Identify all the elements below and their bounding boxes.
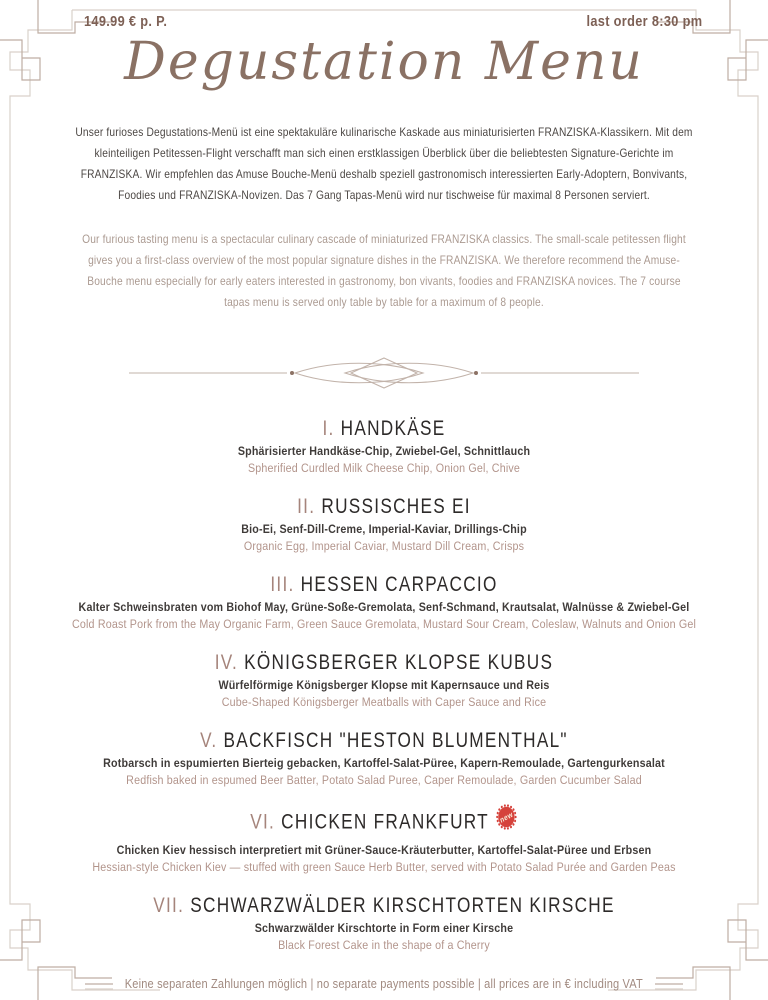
new-badge-label: new (499, 810, 515, 825)
course-title (77, 893, 691, 918)
course-description-german: Bio-Ei, Senf-Dill-Creme, Imperial-Kaviar, Drillings-Chip (241, 522, 527, 536)
course-name: HANDKÄSE (340, 416, 446, 440)
course-numeral: V. (200, 728, 218, 752)
course-item-4 (0, 650, 768, 710)
course-description-english: Organic Egg, Imperial Caviar, Mustard Dill Cream, Crisps (243, 538, 525, 553)
course-name: KÖNIGSBERGER KLOPSE KUBUS (244, 650, 554, 674)
course-numeral: VI. (250, 809, 276, 834)
course-description-german: Schwarzwälder Kirschtorte in Form einer Kirsche (254, 921, 514, 935)
course-description-english: Black Forest Cake in the shape of a Cherry (278, 937, 490, 952)
payment-notice-text: Keine separaten Zahlungen möglich | no separate payments possible | all prices are in € including VAT (124, 976, 644, 991)
course-description-german: Rotbarsch in espumierten Bierteig gebacken, Kartoffel-Salat-Püree, Kapern-Remoulade, Gartengurkensalat (103, 756, 665, 770)
course-description-english: Hessian-style Chicken Kiev — stuffed with green Sauce Herb Butter, served with Potato Salad Purée and Garden Peas (92, 859, 676, 874)
course-item-6 (0, 806, 768, 875)
price-per-person: 149.99 € p. P. (84, 13, 168, 30)
course-name: SCHWARZWÄLDER KIRSCHTORTEN KIRSCHE (190, 893, 615, 917)
intro-paragraph-english: Our furious tasting menu is a spectacular culinary cascade of miniaturized FRANZISKA classics. The small-scale petitessen flight gives you a first-class overview of the most popular signature dishes in the FRANZISKA. We therefore recommend the Amuse-Bouche menu especially for early eaters interested in gastronomy, bon vivants, foodies and FRANZISKA novices. The 7 course tapas menu is served only table by table for a maximum of 8 people. (82, 232, 686, 309)
course-item-5 (0, 728, 768, 788)
course-name: BACKFISCH "HESTON BLUMENTHAL" (223, 728, 568, 752)
course-numeral: I. (322, 416, 335, 440)
course-description-german: Kalter Schweinsbraten vom Biohof May, Grüne-Soße-Gremolata, Senf-Schmand, Krautsalat, Walnüsse & Zwiebel-Gel (78, 600, 690, 614)
new-badge (495, 803, 517, 837)
course-name: RUSSISCHES EI (321, 494, 471, 518)
course-numeral: VII. (153, 893, 185, 917)
divider-dot-right (474, 371, 478, 375)
course-description-german: Chicken Kiev hessisch interpretiert mit Grüner-Sauce-Kräuterbutter, Kartoffel-Salat-Püree und Erbsen (116, 843, 652, 857)
course-title (77, 416, 691, 441)
payment-notice (0, 976, 768, 991)
course-description-english: Spherified Curdled Milk Cheese Chip, Onion Gel, Chive (247, 460, 521, 475)
intro-paragraph-german: Unser furioses Degustations-Menü ist eine spektakuläre kulinarische Kaskade aus miniaturisierten FRANZISKA-Klassikern. Mit dem kleinteiligen Petitessen-Flight verschafft man sich einen erstklassigen Überblick über die beliebtesten Signature-Gerichte im FRANZISKA. Wir empfehlen das Amuse Bouche-Menü deshalb speziell gastronomisch interessierten Early-Adoptern, Bonvivants, Foodies und FRANZISKA-Novizen. Das 7 Gang Tapas-Menü wird nur tischweise für maximal 8 Personen serviert. (75, 125, 693, 202)
course-item-7 (0, 893, 768, 953)
course-item-1 (0, 416, 768, 476)
page-title: Degustation Menu (124, 32, 644, 92)
flourish-divider (129, 355, 639, 391)
course-item-3 (0, 572, 768, 632)
course-numeral: III. (270, 572, 295, 596)
course-item-2 (0, 494, 768, 554)
course-name: HESSEN CARPACCIO (300, 572, 498, 596)
course-description-english: Cube-Shaped Königsberger Meatballs with Caper Sauce and Rice (221, 694, 547, 709)
course-description-german: Würfelförmige Königsberger Klopse mit Kapernsauce und Reis (218, 678, 550, 692)
course-title (77, 728, 691, 753)
course-name: CHICKEN FRANKFURT (281, 809, 489, 834)
course-numeral: II. (297, 494, 316, 518)
course-description-english: Cold Roast Pork from the May Organic Farm, Green Sauce Gremolata, Mustard Sour Cream, Coleslaw, Walnuts and Onion Gel (71, 616, 697, 631)
course-list (0, 416, 768, 953)
course-title (77, 572, 691, 597)
last-order-time: last order 8:30 pm (586, 13, 702, 30)
course-numeral: IV. (214, 650, 239, 674)
course-title (77, 806, 691, 840)
divider-dot-left (290, 371, 294, 375)
course-description-english: Redfish baked in espumed Beer Batter, Potato Salad Puree, Caper Remoulade, Garden Cucumber Salad (126, 772, 642, 787)
course-title (77, 650, 691, 675)
course-description-german: Sphärisierter Handkäse-Chip, Zwiebel-Gel, Schnittlauch (237, 444, 531, 458)
course-title (77, 494, 691, 519)
